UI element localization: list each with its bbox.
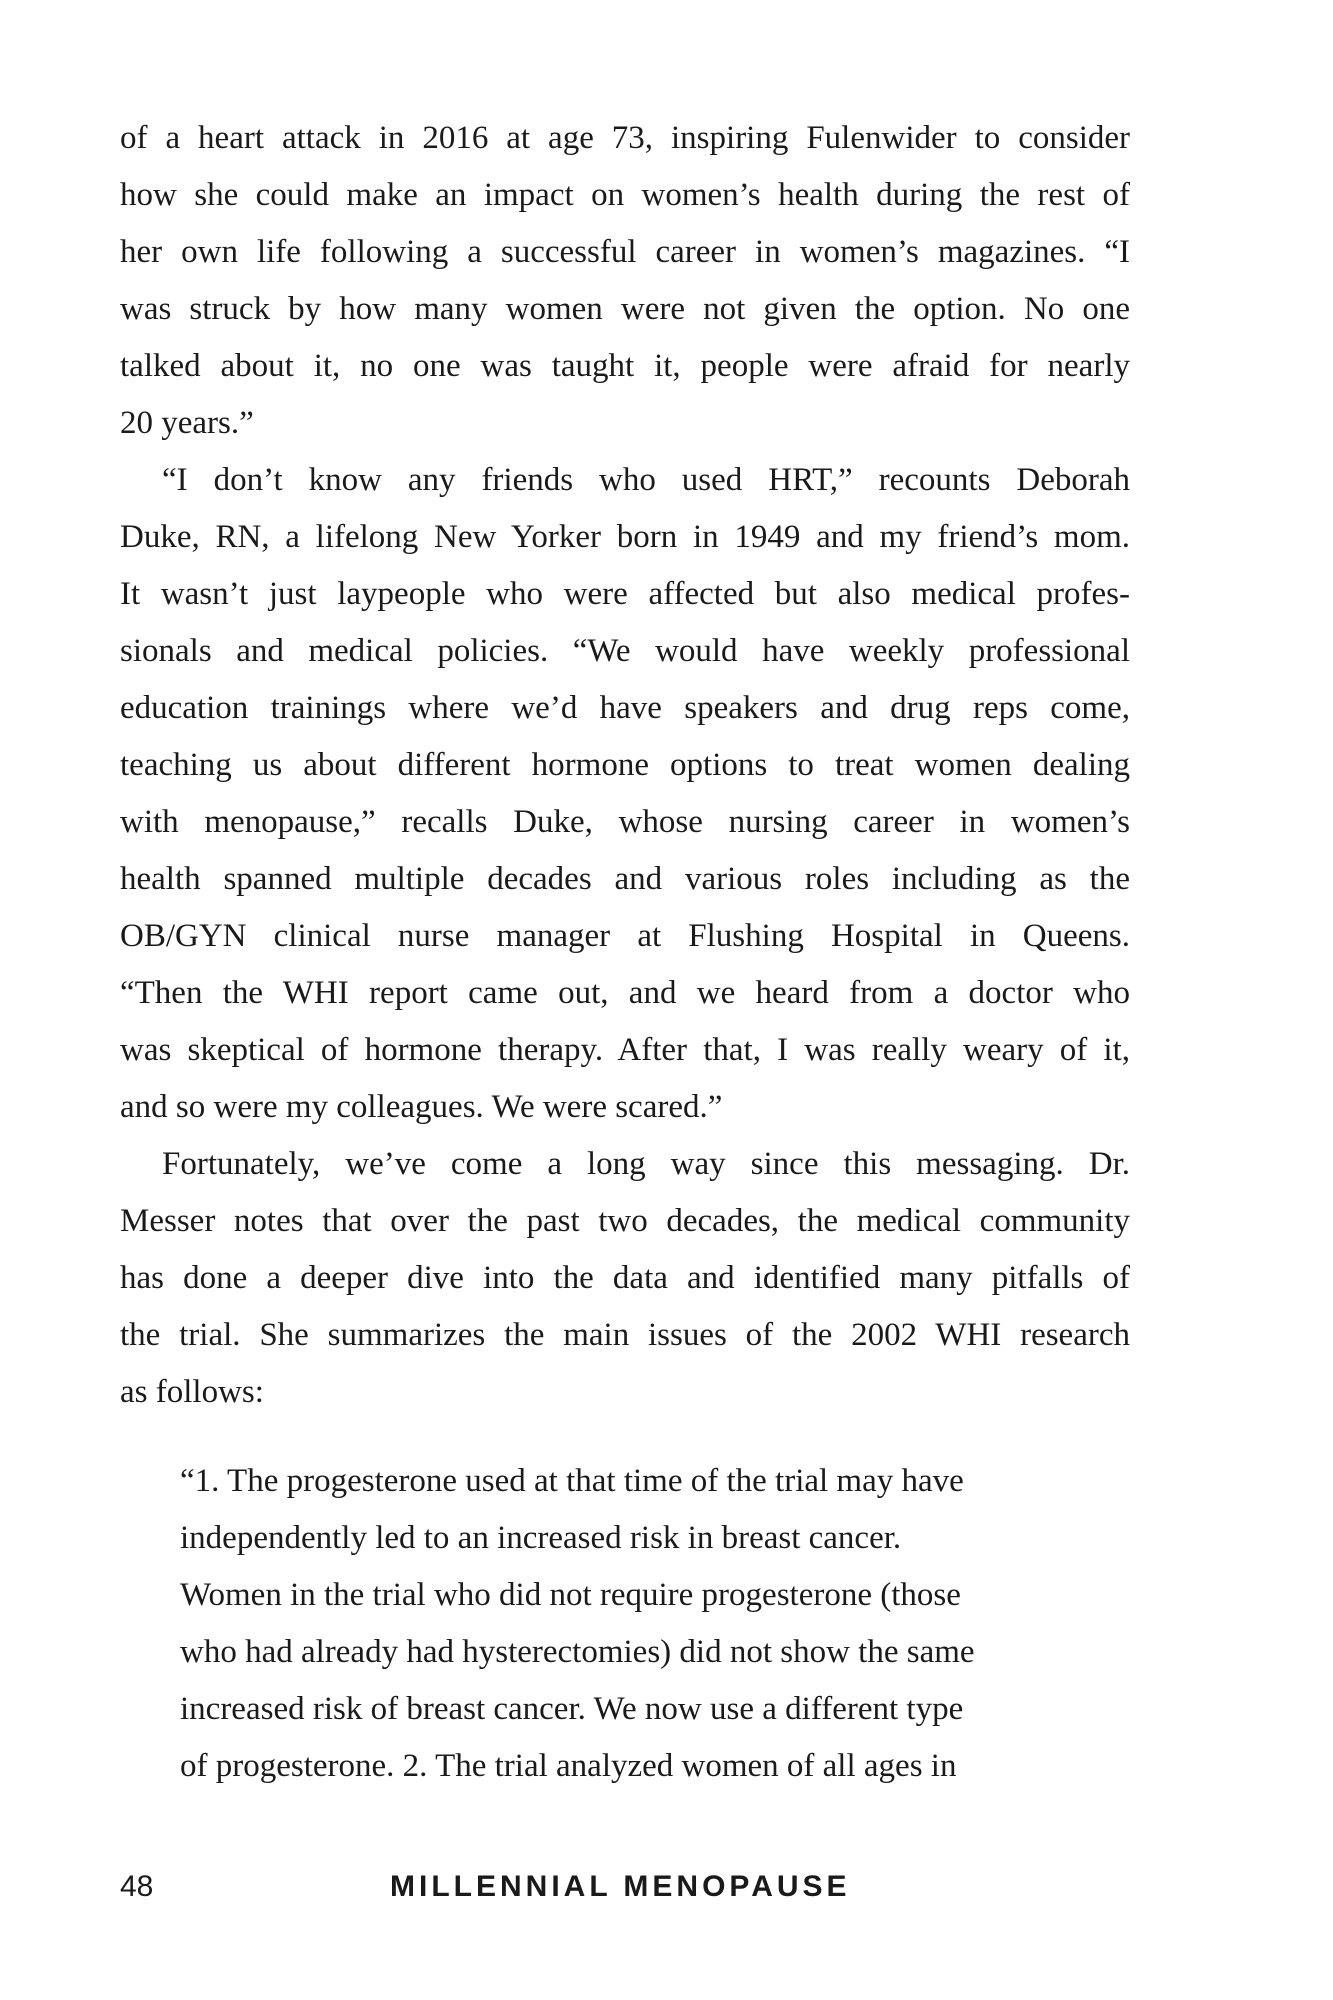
body-line: talked about it, no one was taught it, people were afraid for nearly <box>120 348 1130 384</box>
body-line: as follows: <box>120 1374 264 1410</box>
page-footer <box>0 1870 1333 1920</box>
body-line: has done a deeper dive into the data and identified many pitfalls of <box>120 1260 1130 1296</box>
quote-line: who had already had hysterectomies) did not show the same <box>180 1634 975 1670</box>
body-line: was struck by how many women were not given the option. No one <box>120 291 1130 327</box>
body-line: with menopause,” recalls Duke, whose nursing career in women’s <box>120 804 1130 840</box>
body-line: Messer notes that over the past two decades, the medical community <box>120 1203 1130 1239</box>
body-line: OB/GYN clinical nurse manager at Flushing Hospital in Queens. <box>120 918 1130 954</box>
body-line: education trainings where we’d have speakers and drug reps come, <box>120 690 1130 726</box>
body-text <box>120 110 1130 1421</box>
body-line: was skeptical of hormone therapy. After that, I was really weary of it, <box>120 1032 1130 1068</box>
page-number: 48 <box>120 1870 154 1903</box>
body-line: teaching us about different hormone options to treat women dealing <box>120 747 1130 783</box>
block-quote <box>180 1453 1080 1795</box>
body-line: and so were my colleagues. We were scared.” <box>120 1089 723 1125</box>
body-line: the trial. She summarizes the main issues of the 2002 WHI research <box>120 1317 1130 1353</box>
body-line: her own life following a successful career in women’s magazines. “I <box>120 234 1130 270</box>
quote-line: independently led to an increased risk in breast cancer. <box>180 1520 902 1556</box>
quote-line: of progesterone. 2. The trial analyzed women of all ages in <box>180 1748 957 1784</box>
body-line: It wasn’t just laypeople who were affected but also medical profes- <box>120 576 1130 612</box>
running-title: MILLENNIAL MENOPAUSE <box>390 1870 851 1903</box>
body-line: sionals and medical policies. “We would have weekly professional <box>120 633 1130 669</box>
body-line: “I don’t know any friends who used HRT,” recounts Deborah <box>162 462 1130 498</box>
quote-line: Women in the trial who did not require progesterone (those <box>180 1577 961 1613</box>
body-line: 20 years.” <box>120 405 254 441</box>
quote-line: increased risk of breast cancer. We now use a different type <box>180 1691 964 1727</box>
body-line: of a heart attack in 2016 at age 73, inspiring Fulenwider to consider <box>120 120 1130 156</box>
body-line: Fortunately, we’ve come a long way since this messaging. Dr. <box>162 1146 1130 1182</box>
quote-line: “1. The progesterone used at that time of the trial may have <box>180 1463 964 1499</box>
body-line: “Then the WHI report came out, and we heard from a doctor who <box>120 975 1130 1011</box>
body-line: health spanned multiple decades and various roles including as the <box>120 861 1130 897</box>
body-line: Duke, RN, a lifelong New Yorker born in 1949 and my friend’s mom. <box>120 519 1130 555</box>
body-line: how she could make an impact on women’s health during the rest of <box>120 177 1130 213</box>
